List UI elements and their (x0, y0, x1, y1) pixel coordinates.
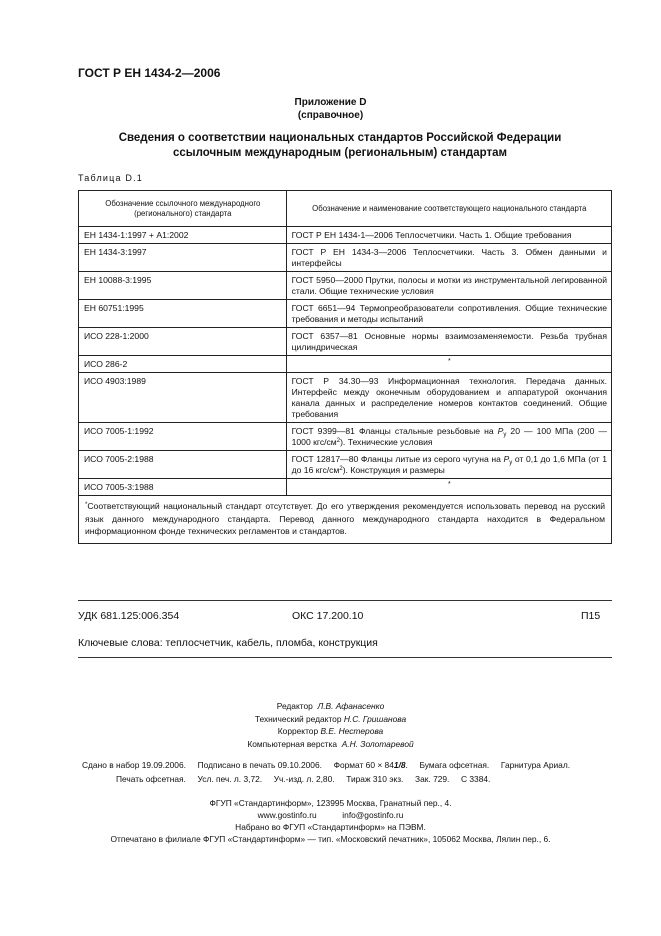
pressure-subscript: y (503, 432, 507, 438)
national-standard: ГОСТ Р ЕН 1434-1—2006 Теплосчетчики. Часть 1. Общие требования (286, 227, 611, 244)
table-row (79, 300, 612, 328)
publisher-contacts (0, 809, 661, 821)
udk-code: УДК 681.125:006.354 (78, 610, 180, 622)
reference-standard: ИСО 4903:1989 (79, 373, 287, 423)
national-standard-text: ГОСТ 9399—81 Фланцы стальные резьбовые на (291, 426, 498, 436)
footnote-mark: * (85, 502, 88, 508)
print-info-line1 (82, 760, 570, 770)
pressure-symbol: P (497, 426, 504, 436)
publisher-address: ФГУП «Стандартинформ», 123995 Москва, Гранатный пер., 4. (209, 798, 452, 808)
typeface: Гарнитура Ариал. (500, 760, 571, 770)
table-row (79, 373, 612, 423)
credit-technical-editor (0, 713, 661, 726)
publisher-sheets: Уч.-изд. л. 2,80. (273, 774, 335, 784)
correspondence-table (78, 190, 612, 544)
credit-role: Компьютерная верстка (247, 738, 338, 749)
national-standard: ГОСТ Р 34.30—93 Информационная технология. Передача данных. Интерфейс между оконечным оборудованием и аппаратурой окончания канала данных и распределение номеров контактов соединений. Общие требования (286, 373, 611, 423)
document-title (60, 131, 620, 161)
printing-note: Отпечатано в филиале ФГУП «Стандартинформ» — тип. «Московский печатник», 105062 Москва, Лялин пер., 6. (110, 834, 551, 844)
publisher-website[interactable]: www.gostinfo.ru (257, 810, 317, 820)
credit-name: Л.В. Афанасенко (317, 701, 385, 711)
format-dot: . (405, 760, 408, 770)
paper-format: Формат 60 × 84 (333, 760, 394, 770)
print-run: Тираж 310 экз. (346, 774, 404, 784)
keywords: Ключевые слова: теплосчетчик, кабель, пломба, конструкция (78, 637, 378, 649)
footnote-text: Соответствующий национальный стандарт отсутствует. До его утверждения рекомендуется использовать перевод на русский язык данного международного стандарта. Перевод данного международного стандарта находится в Федеральном информационном фонде технических регламентов и стандартов. (85, 501, 605, 536)
divider-top (78, 600, 612, 601)
table-footnote (79, 496, 612, 544)
credit-name: В.Е. Нестерова (320, 726, 384, 736)
national-standard-text: от 0,1 до 1,6 МПа (от 1 до 16 кгс/см (291, 454, 607, 475)
pressure-symbol: P (503, 454, 510, 464)
print-info-line2 (116, 774, 490, 784)
format-fraction: 1/8 (393, 760, 406, 770)
table-header-row (79, 191, 612, 227)
annex-subtitle: (справочное) (297, 110, 364, 121)
credit-role: Технический редактор (254, 713, 342, 724)
credit-name: Н.С. Гришанова (343, 713, 407, 724)
credit-editor (0, 700, 661, 713)
reference-standard: ЕН 60751:1995 (79, 300, 287, 328)
printed-sheets: Усл. печ. л. 3,72. (197, 774, 263, 784)
typeset-note: Набрано во ФГУП «Стандартинформ» на ПЭВМ. (235, 822, 426, 832)
table-row (79, 244, 612, 272)
header-reference-standard: Обозначение ссылочного международного (регионального) стандарта (79, 191, 287, 227)
document-title-line2: ссылочным международным (региональным) стандартам (172, 147, 508, 159)
credit-layout (0, 738, 661, 751)
table-row (79, 272, 612, 300)
annex-heading (0, 96, 661, 122)
order-number: Зак. 729. (415, 774, 450, 784)
national-standard-absent-mark: * (286, 479, 611, 496)
national-standard (286, 451, 611, 479)
document-title-line1: Сведения о соответствии национальных стандартов Российской Федерации (118, 132, 562, 144)
national-standard-text: ГОСТ 12817—80 Фланцы литые из серого чугуна на (291, 454, 504, 464)
header-national-standard: Обозначение и наименование соответствующего национального стандарта (286, 191, 611, 227)
table-footnote-row (79, 496, 612, 544)
typeset-date: Сдано в набор 19.09.2006. (82, 760, 186, 770)
divider-middle (78, 657, 612, 658)
oks-code: ОКС 17.200.10 (292, 610, 364, 622)
publisher-email[interactable]: info@gostinfo.ru (342, 810, 404, 820)
table-row (79, 328, 612, 356)
national-standard: ГОСТ 6651—94 Термопреобразователи сопротивления. Общие технические требования и методы испытаний (286, 300, 611, 328)
pressure-subscript: y (509, 460, 513, 466)
credit-role: Корректор (277, 726, 319, 736)
national-standard-text: ). Конструкция и размеры (342, 465, 445, 475)
table-row (79, 451, 612, 479)
print-method: Печать офсетная. (116, 774, 186, 784)
classification-code: П15 (581, 610, 601, 622)
reference-standard: ИСО 7005-1:1992 (79, 423, 287, 451)
squared-superscript: 2 (339, 466, 343, 472)
national-standard-text: 20 — 100 МПа (200 — 1000 кгс/см (291, 426, 607, 447)
table-label: Таблица D.1 (78, 173, 143, 183)
annex-title: Приложение D (294, 97, 367, 108)
national-standard (286, 423, 611, 451)
credit-proofreader (0, 725, 661, 738)
reference-standard: ЕН 10088-3:1995 (79, 272, 287, 300)
credit-role: Редактор (276, 701, 313, 711)
national-standard: ГОСТ Р ЕН 1434-3—2006 Теплосчетчики. Часть 3. Обмен данными и интерфейсы (286, 244, 611, 272)
reference-standard: ИСО 7005-3:1988 (79, 479, 287, 496)
table-row (79, 423, 612, 451)
reference-standard: ЕН 1434-1:1997 + А1:2002 (79, 227, 287, 244)
paper-type: Бумага офсетная. (419, 760, 490, 770)
reference-standard: ИСО 228-1:2000 (79, 328, 287, 356)
squared-superscript: 2 (336, 438, 341, 444)
signed-date: Подписано в печать 09.10.2006. (197, 760, 322, 770)
credit-name: А.Н. Золотаревой (341, 738, 414, 749)
reference-standard: ИСО 7005-2:1988 (79, 451, 287, 479)
national-standard: ГОСТ 5950—2000 Прутки, полосы и мотки из инструментальной легированной стали. Общие технические условия (286, 272, 611, 300)
national-standard: ГОСТ 6357—81 Основные нормы взаимозаменяемости. Резьба трубная цилиндрическая (286, 328, 611, 356)
national-standard-absent-mark: * (286, 356, 611, 373)
table-row (79, 479, 612, 496)
publisher-block (0, 797, 661, 845)
national-standard-text: ). Технические условия (340, 437, 433, 447)
table-row (79, 227, 612, 244)
credits-block (0, 700, 661, 750)
reference-standard: ЕН 1434-3:1997 (79, 244, 287, 272)
table-row (79, 356, 612, 373)
catalog-code: С 3384. (461, 774, 491, 784)
document-code-header: ГОСТ Р ЕН 1434-2—2006 (78, 66, 221, 80)
reference-standard: ИСО 286-2 (79, 356, 287, 373)
